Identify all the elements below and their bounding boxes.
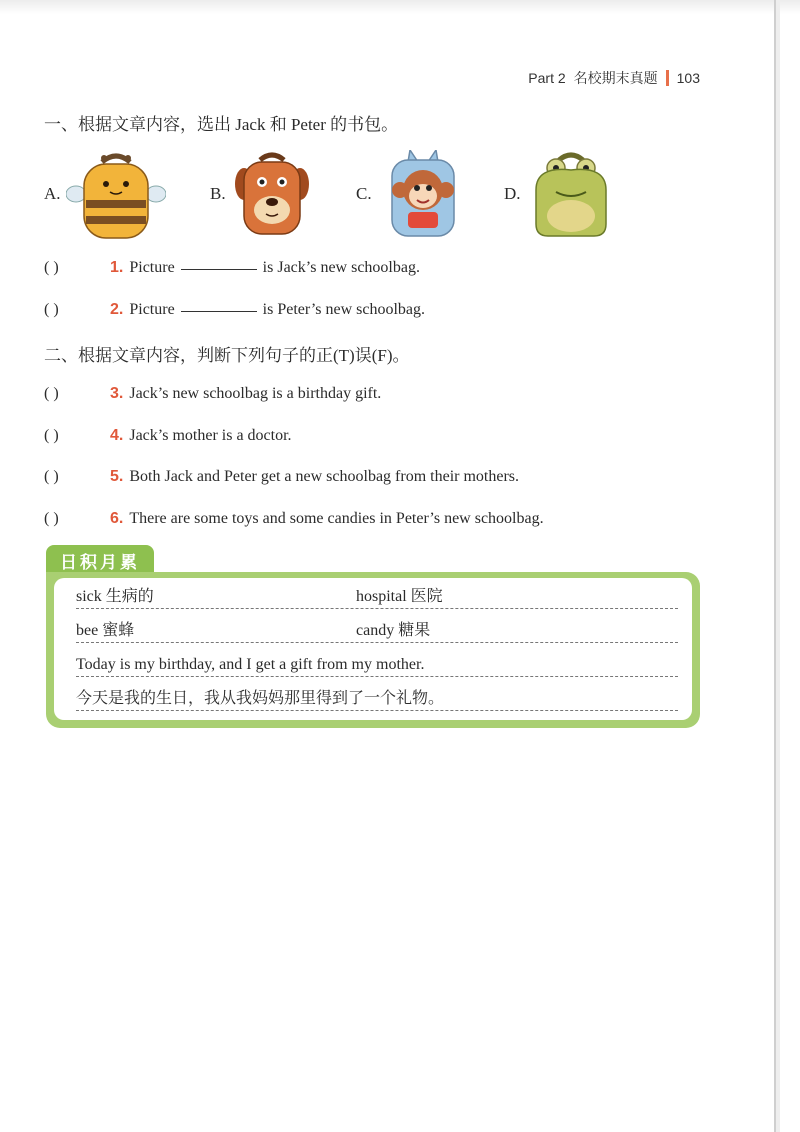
monkey-backpack-icon [378,150,468,242]
answer-parens[interactable]: ( ) [44,427,59,444]
sentence-chinese: 今天是我的生日，我从我妈妈那里得到了一个礼物。 [76,690,445,707]
part-label: Part 2 [528,70,566,86]
question-text: Both Jack and Peter get a new schoolbag from their mothers. [129,468,520,485]
vocab-row [76,578,678,609]
option-letter: C. [356,184,372,203]
section2-title: 二、根据文章内容，判断下列句子的正(T)误(F)。 [44,346,410,365]
option-letter: B. [210,184,226,203]
question-6 [44,510,544,528]
question-5 [44,468,519,486]
vocab-box [46,572,700,728]
section-label: 名校期末真题 [573,70,658,86]
question-number: 6. [110,510,124,527]
page-number: 103 [676,70,700,86]
section1-title: 一、根据文章内容，选出 Jack 和 Peter 的书包。 [44,115,399,134]
question-number: 3. [110,385,124,402]
vocab-item: sick 生病的 [76,588,154,605]
option-letter: D. [504,184,521,203]
answer-blank[interactable] [181,269,257,270]
page-edge [774,0,776,1132]
dog-backpack-icon [232,150,312,242]
answer-parens[interactable]: ( ) [44,510,59,527]
scan-edge [0,0,800,14]
question-number: 5. [110,468,124,485]
answer-parens[interactable]: ( ) [44,259,59,276]
vocab-item: candy 糖果 [356,622,431,639]
question-text: Jack’s mother is a doctor. [129,427,292,444]
question-text: Picture [129,301,175,318]
question-4 [44,427,292,445]
question-text: is Peter’s new schoolbag. [262,301,426,318]
vocab-item: hospital 医院 [356,588,443,605]
question-number: 1. [110,259,124,276]
question-text: is Jack’s new schoolbag. [262,259,420,276]
answer-blank[interactable] [181,311,257,312]
page-header [528,68,700,88]
scan-edge [776,0,780,1132]
vocab-sentence [76,646,678,677]
question-3 [44,385,381,403]
answer-parens[interactable]: ( ) [44,301,59,318]
vocab-box-title: 日积月累 [46,545,154,575]
option-letter: A. [44,184,61,203]
question-number: 2. [110,301,124,318]
bee-backpack-icon [66,150,166,242]
question-text: There are some toys and some candies in Peter’s new schoolbag. [129,510,544,527]
question-1 [44,259,420,277]
question-number: 4. [110,427,124,444]
vocab-box-inner [54,578,692,720]
backpack-options [44,150,684,242]
header-divider [666,70,669,86]
vocab-sentence [76,680,678,711]
frog-backpack-icon [526,150,616,242]
sentence-english: Today is my birthday, and I get a gift from my mother. [76,656,425,673]
vocab-row [76,612,678,643]
question-text: Picture [129,259,175,276]
answer-parens[interactable]: ( ) [44,385,59,402]
vocab-item: bee 蜜蜂 [76,622,135,639]
answer-parens[interactable]: ( ) [44,468,59,485]
question-2 [44,301,425,319]
question-text: Jack’s new schoolbag is a birthday gift. [129,385,382,402]
